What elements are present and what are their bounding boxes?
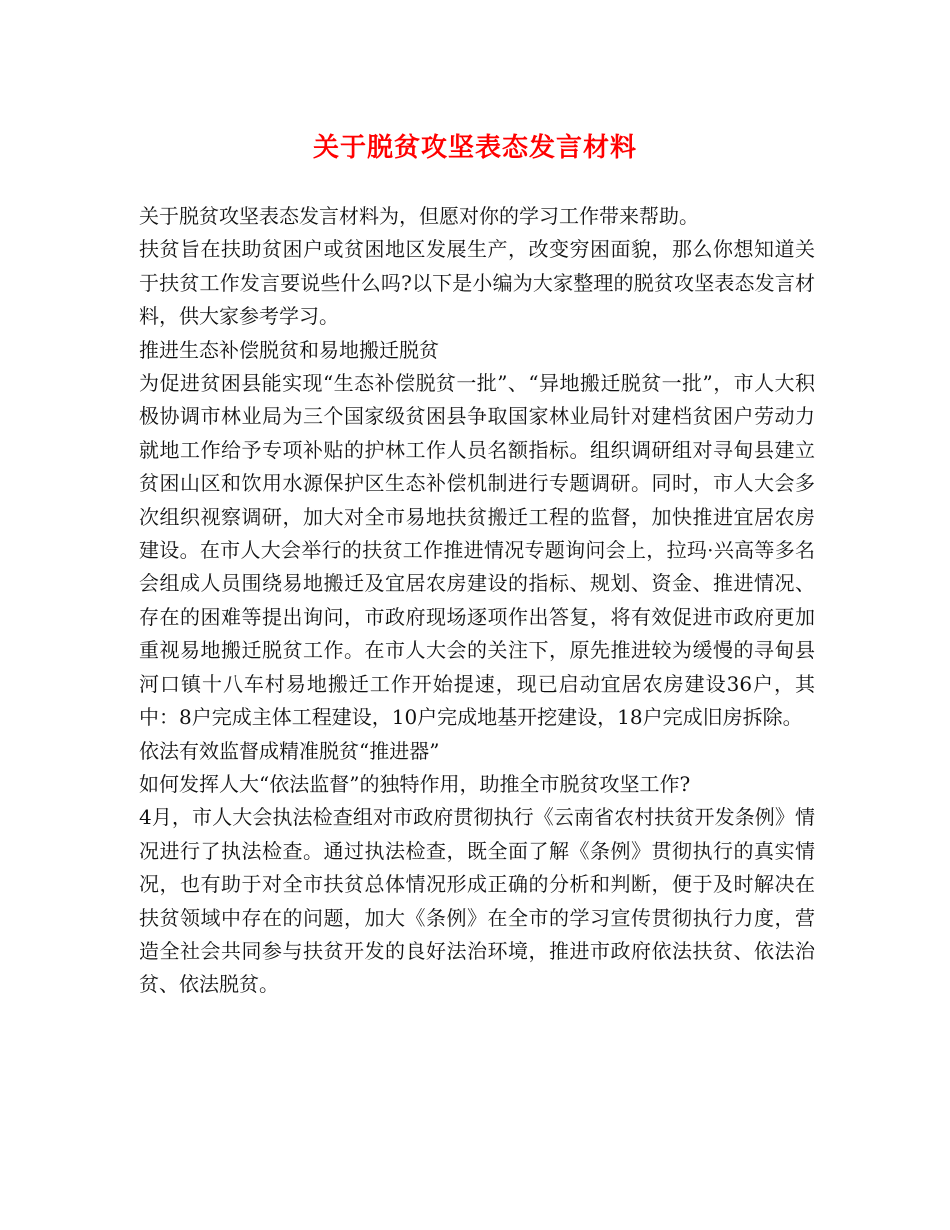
supervision-question-paragraph: 如何发挥人大“依法监督”的独特作用，助推全市脱贫攻坚工作?	[139, 771, 691, 796]
section-heading-supervision: 依法有效监督成精准脱贫“推进器”	[139, 738, 440, 763]
law-inspection-paragraph: 4月，市人大会执法检查组对市政府贯彻执行《云南省农村扶贫开发条例》情况进行了执法检查。通过执法检查，既全面了解《条例》贯彻执行的真实情况，也有助于对全市扶贫总体情况形成正确的分析和判断，便于及时解决在扶贫领域中存在的问题，加大《条例》在全市的学习宣传贯彻执行力度，营造全社会共同参与扶贫开发的良好法治环境，推进市政府依法扶贫、依法治贫、依法脱贫。	[139, 805, 815, 997]
ecological-relocation-paragraph: 为促进贫困县能实现“生态补偿脱贫一批”、“异地搬迁脱贫一批”，市人大积极协调市林业局为三个国家级贫困县争取国家林业局针对建档贫困户劳动力就地工作给予专项补贴的护林工作人员名额指标。组织调研组对寻甸县建立贫困山区和饮用水源保护区生态补偿机制进行专题调研。同时，市人大会多次组织视察调研，加大对全市易地扶贫搬迁工程的监督，加快推进宜居农房建设。在市人大会举行的扶贫工作推进情况专题询问会上，拉玛·兴高等多名会组成人员围绕易地搬迁及宜居农房建设的指标、规划、资金、推进情况、存在的困难等提出询问，市政府现场逐项作出答复，将有效促进市政府更加重视易地搬迁脱贫工作。在市人大会的关注下，原先推进较为缓慢的寻甸县河口镇十八车村易地搬迁工作开始提速，现已启动宜居农房建设36户，其中：8户完成主体工程建设，10户完成地基开挖建设，18户完成旧房拆除。	[139, 371, 815, 730]
intro-paragraph: 关于脱贫攻坚表态发言材料为，但愿对你的学习工作带来帮助。	[139, 204, 699, 228]
background-paragraph: 扶贫旨在扶助贫困户或贫困地区发展生产，改变穷困面貌，那么你想知道关于扶贫工作发言要说些什么吗?以下是小编为大家整理的脱贫攻坚表态发言材料，供大家参考学习。	[139, 237, 815, 329]
document-body	[139, 200, 815, 1002]
section-heading-ecological: 推进生态补偿脱贫和易地搬迁脱贫	[139, 337, 439, 362]
document-title: 关于脱贫攻坚表态发言材料	[312, 133, 637, 163]
